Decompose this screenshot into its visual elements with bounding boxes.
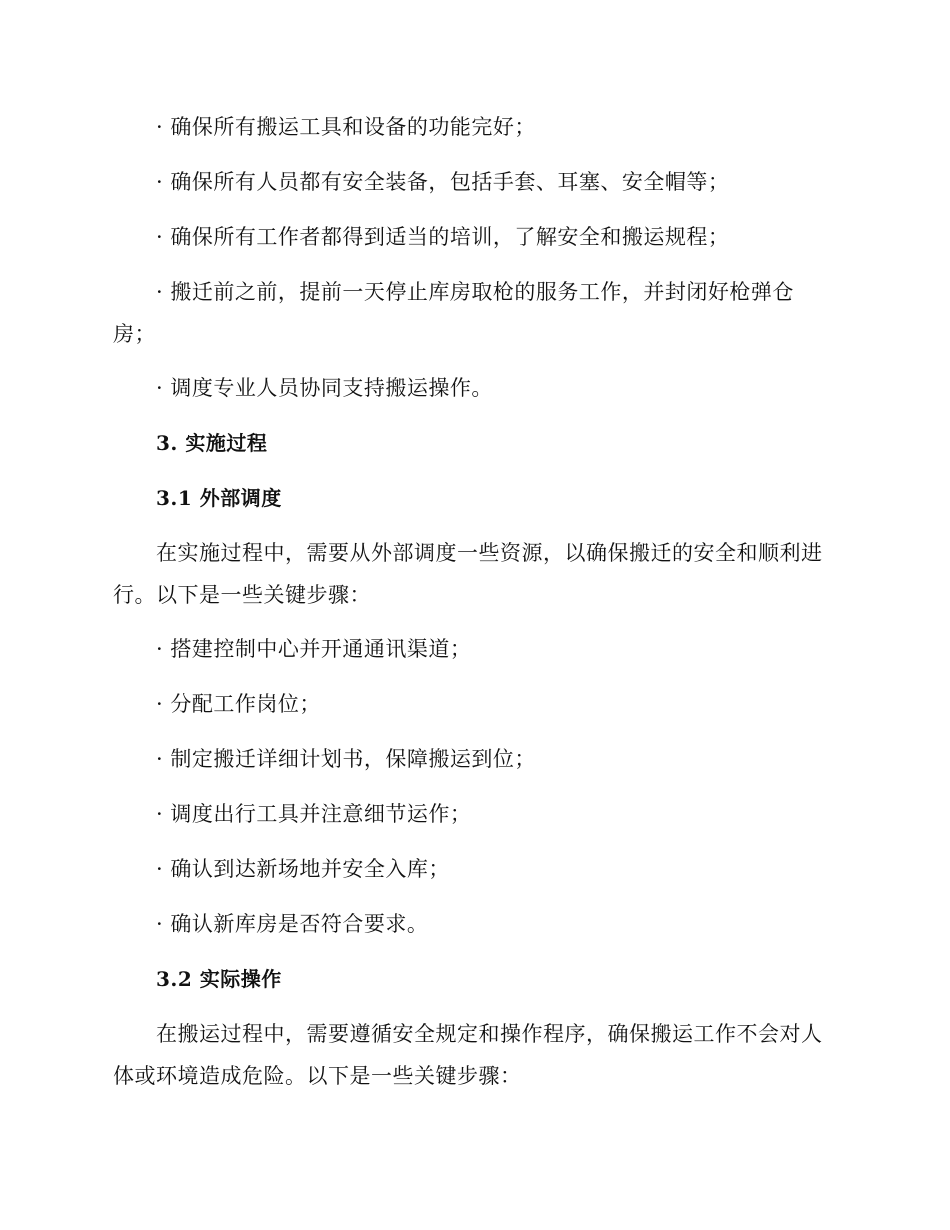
prep-item-training: · 确保所有工作者都得到适当的培训，了解安全和搬运规程； xyxy=(156,225,730,249)
prep-item-safety-gear: · 确保所有人员都有安全装备，包括手套、耳塞、安全帽等； xyxy=(156,170,730,194)
section-3-1-item-arrival: · 确认到达新场地并安全入库； xyxy=(156,857,450,881)
section-3-2-heading: 3.2 实际操作 xyxy=(156,967,282,991)
section-3-1-intro-line-1: 在实施过程中，需要从外部调度一些资源，以确保搬迁的安全和顺利进 xyxy=(156,541,823,565)
section-3-1-item-transport: · 调度出行工具并注意细节运作； xyxy=(156,802,472,826)
section-3-2-intro-line-1: 在搬运过程中，需要遵循安全规定和操作程序，确保搬运工作不会对人 xyxy=(156,1022,823,1046)
prep-item-tools: · 确保所有搬运工具和设备的功能完好； xyxy=(156,115,536,139)
section-3-1-item-plan: · 制定搬迁详细计划书，保障搬运到位； xyxy=(156,747,536,771)
prep-item-stop-service: · 搬迁前之前，提前一天停止库房取枪的服务工作，并封闭好枪弹仓 xyxy=(156,280,794,304)
section-3-1-item-new-warehouse: · 确认新库房是否符合要求。 xyxy=(156,912,429,936)
section-3-2-intro-line-2: 体或环境造成危险。以下是一些关键步骤： xyxy=(113,1064,522,1088)
section-3-1-item-control-center: · 搭建控制中心并开通通讯渠道； xyxy=(156,637,472,661)
prep-item-stop-service-cont: 房； xyxy=(113,322,156,346)
section-3-1-item-assign-posts: · 分配工作岗位； xyxy=(156,692,321,716)
prep-item-dispatch-staff: · 调度专业人员协同支持搬运操作。 xyxy=(156,376,493,400)
section-3-1-heading: 3.1 外部调度 xyxy=(156,486,282,510)
section-3-heading: 3. 实施过程 xyxy=(156,431,268,455)
section-3-1-intro-line-2: 行。以下是一些关键步骤： xyxy=(113,583,371,607)
